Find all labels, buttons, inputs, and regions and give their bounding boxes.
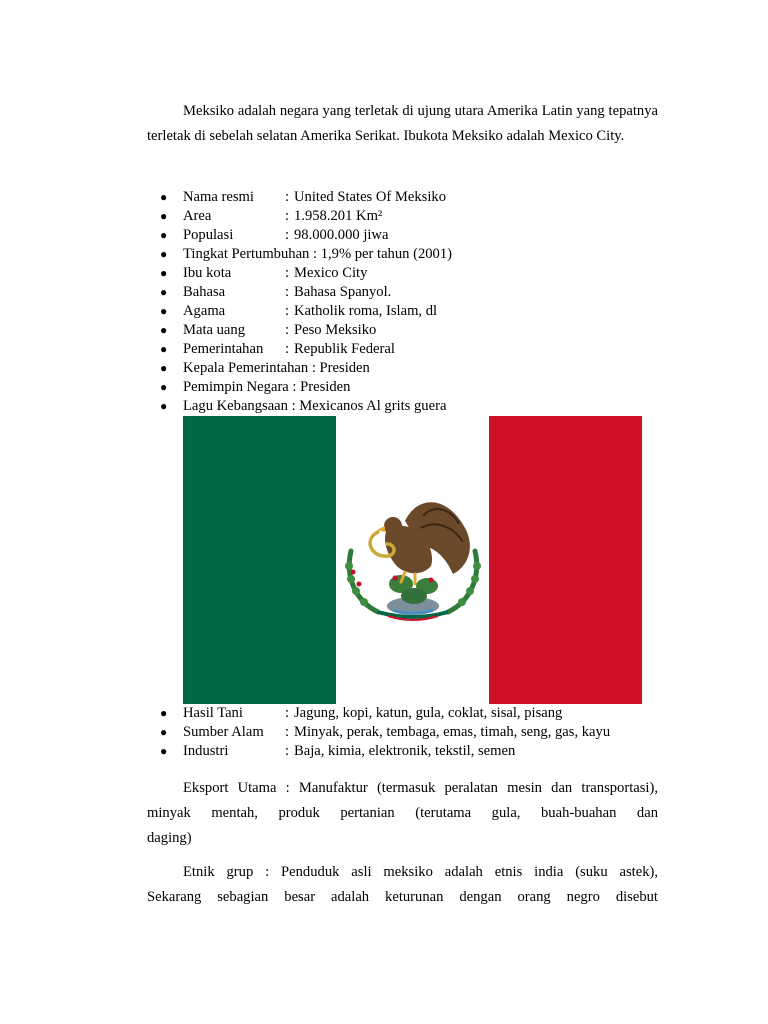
bullet-icon: ● bbox=[160, 706, 168, 720]
intro-paragraph: Meksiko adalah negara yang terletak di ujung utara Amerika Latin yang tepatnya terletak di sebelah selatan Amerika Serikat. Ibukota Meksiko adalah Mexico City. bbox=[147, 103, 658, 144]
bullet-icon: ● bbox=[160, 228, 168, 242]
bullet-icon: ● bbox=[160, 285, 168, 299]
bullet-icon: ● bbox=[160, 361, 168, 375]
bullet-icon: ● bbox=[160, 342, 168, 356]
flag-green-stripe bbox=[183, 416, 336, 704]
export-paragraph: Eksport Utama : Manufaktur (termasuk peralatan mesin dan transportasi), minyak mentah, produk pertanian (terutama gula, buah-buahan dan daging) bbox=[147, 780, 658, 846]
bullet-icon: ● bbox=[160, 380, 168, 394]
bullet-icon: ● bbox=[160, 209, 168, 223]
bullet-icon: ● bbox=[160, 304, 168, 318]
ethnic-paragraph: Etnik grup : Penduduk asli meksiko adalah etnis india (suku astek), Sekarang sebagian besar adalah keturunan dengan orang negro disebut bbox=[147, 864, 658, 905]
mexico-flag-image bbox=[183, 416, 642, 704]
bullet-icon: ● bbox=[160, 247, 168, 261]
document-page: Meksiko adalah negara yang terletak di ujung utara Amerika Latin yang tepatnya terletak di sebelah selatan Amerika Serikat. Ibukota Meksiko adalah Mexico City. ● Nama resmi : United States Of Meksiko ● Area : 1.958.201 Km² ● Populasi : 98.000.000 jiwa ● Tingkat Pertumbuhan : 1,9% per tahun (2001) ● Ibu kota : Mexico City ● Bahasa : Bahasa Spanyol. ● Agama : Katholik roma, Islam, dl ● Mata uang : Peso Meksiko ● Pemerintahan : Republik Federal ● Kepala Pemerintahan : Presiden ● Pemimpin Negara : Presiden ● Lagu Kebangsaan : Mexicanos Al grits guera ● Hasil Tani : Jagung, kopi, katun, gula, coklat, sisal, pisang ● Sumber Alam : Minyak, perak, tembaga, emas, timah, seng, gas, kayu ● Industri : Baja, kimia, elektronik, tekstil, semen Eksport Utama : Manufaktur (termasuk peralatan mesin dan transportasi), minyak mentah, produk pertanian (terutama gula, buah-buahan dan daging) Etnik grup : Penduduk asli meksiko adalah etnis india (suku astek), Sekarang sebagian besar adalah keturunan dengan orang negro disebut bbox=[0, 0, 768, 1024]
eagle-head bbox=[384, 517, 402, 535]
flag-red-stripe bbox=[489, 416, 642, 704]
bullet-icon: ● bbox=[160, 323, 168, 337]
bullet-icon: ● bbox=[160, 266, 168, 280]
bullet-icon: ● bbox=[160, 744, 168, 758]
bullet-icon: ● bbox=[160, 725, 168, 739]
bullet-icon: ● bbox=[160, 399, 168, 413]
bullet-icon: ● bbox=[160, 190, 168, 204]
